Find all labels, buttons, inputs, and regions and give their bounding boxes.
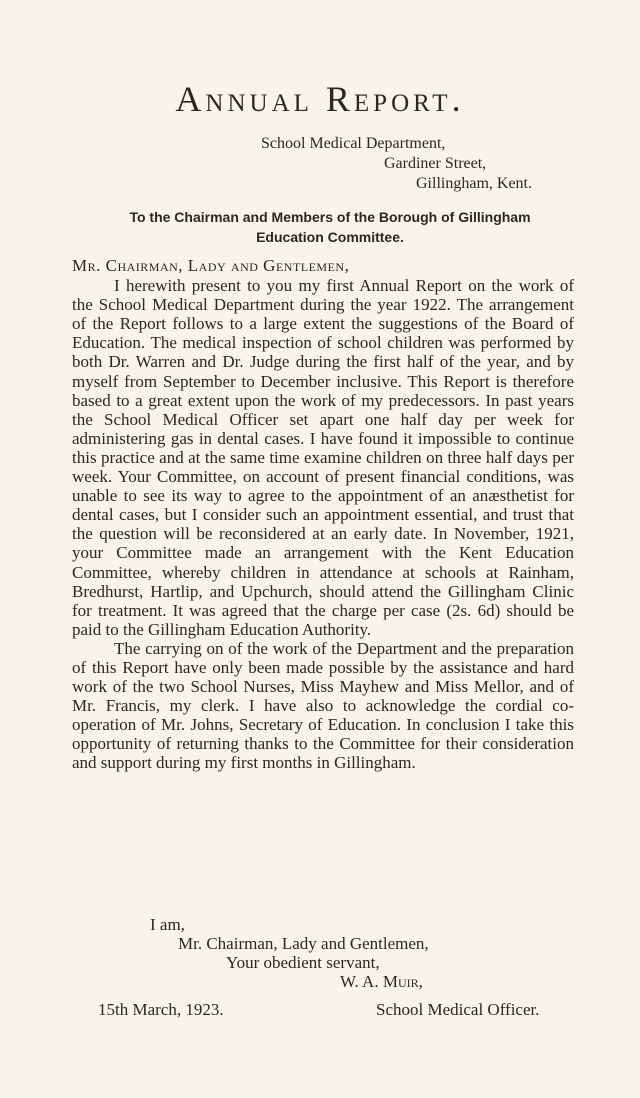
- closing-servant: Your obedient servant,: [226, 953, 380, 972]
- addressee-line-2: Education Committee.: [256, 229, 404, 245]
- signatory-name-text: W. A. Muir,: [340, 972, 423, 991]
- salutation: Mr. Chairman, Lady and Gentlemen,: [72, 256, 350, 275]
- address-line-street: Gardiner Street,: [384, 155, 487, 172]
- closing-salutation: Mr. Chairman, Lady and Gentlemen,: [178, 934, 429, 953]
- page-title: Annual Report.: [175, 79, 465, 119]
- body-paragraph-1: I herewith present to you my first Annual Report on the work of the School Medical Department during the year 1922. The arrangement of the Report follows to a large extent the suggestions of the Board of Education. The medical inspection of school children was performed by both Dr. Warren and Dr. Judge during the first half of the year, and by myself from September to December inclusive. This Report is therefore based to a great extent upon the work of my predecessors. In past years the School Medical Officer set apart one half day per week for administering gas in dental cases. I have found it impossible to continue this practice and at the same time examine children on three half days per week. Your Committee, on account of present financial conditions, was unable to see its way to agree to the appointment of an anæsthetist for dental cases, but I consider such an appointment essential, and trust that the question will be reconsidered at an early date. In November, 1921, your Committee made an arrangement with the Kent Education Committee, whereby children in attendance at schools at Rainham, Bredhurst, Hartlip, and Upchurch, should attend the Gillingham Clinic for treatment. It was agreed that the charge per case (2s. 6d) should be paid to the Gillingham Education Authority.: [72, 276, 574, 639]
- signatory-title: School Medical Officer.: [376, 1000, 540, 1019]
- address-line-town: Gillingham, Kent.: [416, 175, 532, 192]
- report-body: [72, 256, 574, 773]
- body-paragraph-2: The carrying on of the work of the Department and the preparation of this Report have only been made possible by the assistance and hard work of the two School Nurses, Miss Mayhew and Miss Mellor, and of Mr. Francis, my clerk. I have also to acknowledge the cordial co-operation of Mr. Johns, Secretary of Education. In conclusion I take this opportunity of returning thanks to the Committee for their consideration and support during my first months in Gillingham.: [72, 638, 574, 773]
- signatory-name: [340, 972, 640, 991]
- report-date: 15th March, 1923.: [98, 1000, 224, 1019]
- sender-address: [0, 134, 640, 194]
- address-line-department: School Medical Department,: [261, 135, 446, 152]
- addressee-heading: [60, 207, 600, 247]
- closing-block: [0, 915, 640, 991]
- addressee-line-1: To the Chairman and Members of the Borough of Gillingham: [129, 209, 531, 225]
- closing-i-am: I am,: [150, 915, 185, 934]
